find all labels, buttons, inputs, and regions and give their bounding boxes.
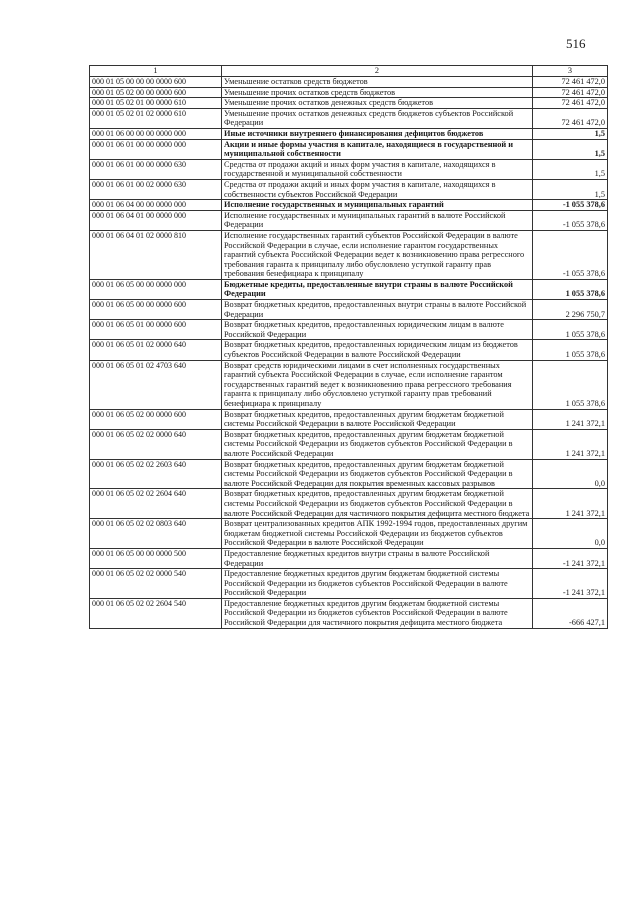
item-name-cell: Исполнение государственных гарантий субъектов Российской Федерации в валюте Российской Федерации в случае, если исполнение гарантом государственных гарантий субъекта Российской Федерации ведет к возникновению права регрессного требования гаранта к принципалу либо обусловлено уступкой гаранту прав требования бенефициара к принципалу: [222, 230, 533, 279]
table-row: [90, 320, 608, 340]
item-name-cell: Предоставление бюджетных кредитов другим бюджетам бюджетной системы Российской Федерации из бюджетов субъектов Российской Федерации в валюте Российской Федерации: [222, 569, 533, 599]
item-name-cell: Возврат бюджетных кредитов, предоставленных другим бюджетам бюджетной системы Российской Федерации из бюджетов субъектов Российской Федерации в валюте Российской Федерации для частичного покрытия дефицита местного бюджета: [222, 489, 533, 519]
amount-cell: 72 461 472,0: [533, 87, 608, 98]
classification-code-cell: 000 01 06 05 00 00 0000 000: [90, 279, 222, 299]
classification-code-cell: 000 01 06 05 01 00 0000 600: [90, 320, 222, 340]
table-row: [90, 159, 608, 179]
item-name-cell: Уменьшение прочих остатков денежных средств бюджетов субъектов Российской Федерации: [222, 108, 533, 128]
table-row: [90, 200, 608, 211]
amount-cell: -1 055 378,6: [533, 230, 608, 279]
table-row: [90, 519, 608, 549]
item-name-cell: Предоставление бюджетных кредитов другим бюджетам бюджетной системы Российской Федерации из бюджетов субъектов Российской Федерации в валюте Российской Федерации для частичного покрытия дефицита местного бюджета: [222, 598, 533, 628]
classification-code-cell: 000 01 06 04 00 00 0000 000: [90, 200, 222, 211]
table-row: [90, 77, 608, 88]
classification-code-cell: 000 01 06 00 00 00 0000 000: [90, 128, 222, 139]
amount-cell: 1 055 378,6: [533, 360, 608, 409]
amount-cell: -666 427,1: [533, 598, 608, 628]
item-name-cell: Возврат бюджетных кредитов, предоставленных другим бюджетам бюджетной системы Российской Федерации из бюджетов субъектов Российской Федерации в валюте Российской Федерации для покрытия временных кассовых разрывов: [222, 459, 533, 489]
item-name-cell: Уменьшение прочих остатков денежных средств бюджетов: [222, 98, 533, 109]
table-row: [90, 360, 608, 409]
classification-code-cell: 000 01 06 05 01 02 4703 640: [90, 360, 222, 409]
table-row: [90, 179, 608, 199]
amount-cell: 1,5: [533, 159, 608, 179]
amount-cell: 0,0: [533, 519, 608, 549]
amount-cell: 1 241 372,1: [533, 409, 608, 429]
table-body: [90, 77, 608, 629]
classification-code-cell: 000 01 05 00 00 00 0000 600: [90, 77, 222, 88]
table-row: [90, 340, 608, 360]
classification-code-cell: 000 01 06 05 02 02 0803 640: [90, 519, 222, 549]
amount-cell: 72 461 472,0: [533, 108, 608, 128]
table-row: [90, 300, 608, 320]
item-name-cell: Исполнение государственных и муниципальных гарантий в валюте Российской Федерации: [222, 210, 533, 230]
classification-code-cell: 000 01 05 02 00 00 0000 600: [90, 87, 222, 98]
classification-code-cell: 000 01 05 02 01 00 0000 610: [90, 98, 222, 109]
table-row: [90, 429, 608, 459]
table-row: [90, 87, 608, 98]
item-name-cell: Возврат бюджетных кредитов, предоставленных внутри страны в валюте Российской Федерации: [222, 300, 533, 320]
classification-code-cell: 000 01 06 05 00 00 0000 500: [90, 548, 222, 568]
classification-code-cell: 000 01 05 02 01 02 0000 610: [90, 108, 222, 128]
classification-code-cell: 000 01 06 04 01 02 0000 810: [90, 230, 222, 279]
item-name-cell: Предоставление бюджетных кредитов внутри страны в валюте Российской Федерации: [222, 548, 533, 568]
classification-code-cell: 000 01 06 01 00 00 0000 630: [90, 159, 222, 179]
amount-cell: 1,5: [533, 179, 608, 199]
amount-cell: -1 241 372,1: [533, 569, 608, 599]
item-name-cell: Уменьшение прочих остатков средств бюджетов: [222, 87, 533, 98]
item-name-cell: Иные источники внутреннего финансирования дефицитов бюджетов: [222, 128, 533, 139]
classification-code-cell: 000 01 06 05 02 00 0000 600: [90, 409, 222, 429]
table-row: [90, 459, 608, 489]
amount-cell: 0,0: [533, 459, 608, 489]
amount-cell: 1 055 378,6: [533, 320, 608, 340]
classification-code-cell: 000 01 06 05 00 00 0000 600: [90, 300, 222, 320]
amount-cell: 1 241 372,1: [533, 489, 608, 519]
amount-cell: -1 241 372,1: [533, 548, 608, 568]
amount-cell: 1,5: [533, 128, 608, 139]
classification-code-cell: 000 01 06 05 02 02 0000 540: [90, 569, 222, 599]
item-name-cell: Возврат бюджетных кредитов, предоставленных другим бюджетам бюджетной системы Российской Федерации из бюджетов субъектов Российской Федерации в валюте Российской Федерации: [222, 429, 533, 459]
table-row: [90, 230, 608, 279]
classification-code-cell: 000 01 06 05 02 02 2603 640: [90, 459, 222, 489]
classification-code-cell: 000 01 06 05 01 02 0000 640: [90, 340, 222, 360]
classification-code-cell: 000 01 06 01 00 00 0000 000: [90, 139, 222, 159]
item-name-cell: Возврат бюджетных кредитов, предоставленных другим бюджетам бюджетной системы Российской Федерации в валюте Российской Федерации: [222, 409, 533, 429]
classification-code-cell: 000 01 06 01 00 02 0000 630: [90, 179, 222, 199]
item-name-cell: Уменьшение остатков средств бюджетов: [222, 77, 533, 88]
page-number: 516: [566, 36, 586, 51]
table-row: [90, 108, 608, 128]
item-name-cell: Возврат бюджетных кредитов, предоставленных юридическим лицам из бюджетов субъектов Российской Федерации в валюте Российской Федерации: [222, 340, 533, 360]
item-name-cell: Возврат средств юридическими лицами в счет исполненных государственных гарантий субъекта Российской Федерации в случае, если исполнение гарантом государственных гарантий ведет к возникновению права регрессного требования гаранта к принципалу либо обусловлено уступкой гаранту прав требований бенефициара к принципалу: [222, 360, 533, 409]
table-row: [90, 569, 608, 599]
item-name-cell: Акции и иные формы участия в капитале, находящиеся в государственной и муниципальной собственности: [222, 139, 533, 159]
amount-cell: 2 296 750,7: [533, 300, 608, 320]
table-row: [90, 489, 608, 519]
item-name-cell: Исполнение государственных и муниципальных гарантий: [222, 200, 533, 211]
amount-cell: 1,5: [533, 139, 608, 159]
classification-code-cell: 000 01 06 04 01 00 0000 000: [90, 210, 222, 230]
table-row: [90, 409, 608, 429]
column-header-code: 1: [90, 66, 222, 77]
table-row: [90, 279, 608, 299]
amount-cell: 1 055 378,6: [533, 279, 608, 299]
item-name-cell: Средства от продажи акций и иных форм участия в капитале, находящихся в государственной и муниципальной собственности: [222, 159, 533, 179]
amount-cell: -1 055 378,6: [533, 210, 608, 230]
classification-code-cell: 000 01 06 05 02 02 2604 640: [90, 489, 222, 519]
classification-code-cell: 000 01 06 05 02 02 2604 540: [90, 598, 222, 628]
amount-cell: 72 461 472,0: [533, 77, 608, 88]
table-row: [90, 548, 608, 568]
amount-cell: 72 461 472,0: [533, 98, 608, 109]
column-header-sum: 3: [533, 66, 608, 77]
item-name-cell: Бюджетные кредиты, предоставленные внутри страны в валюте Российской Федерации: [222, 279, 533, 299]
item-name-cell: Возврат бюджетных кредитов, предоставленных юридическим лицам в валюте Российской Федерации: [222, 320, 533, 340]
table-row: [90, 210, 608, 230]
classification-code-cell: 000 01 06 05 02 02 0000 640: [90, 429, 222, 459]
amount-cell: -1 055 378,6: [533, 200, 608, 211]
item-name-cell: Средства от продажи акций и иных форм участия в капитале, находящихся в собственности субъектов Российской Федерации: [222, 179, 533, 199]
table-header-row: [90, 66, 608, 77]
amount-cell: 1 055 378,6: [533, 340, 608, 360]
amount-cell: 1 241 372,1: [533, 429, 608, 459]
table-row: [90, 139, 608, 159]
column-header-name: 2: [222, 66, 533, 77]
table-row: [90, 598, 608, 628]
table-row: [90, 128, 608, 139]
budget-sources-table: [89, 65, 608, 629]
table-row: [90, 98, 608, 109]
item-name-cell: Возврат централизованных кредитов АПК 1992-1994 годов, предоставленных другим бюджетам бюджетной системы Российской Федерации из бюджетов субъектов Российской Федерации в валюте Российской Федерации: [222, 519, 533, 549]
